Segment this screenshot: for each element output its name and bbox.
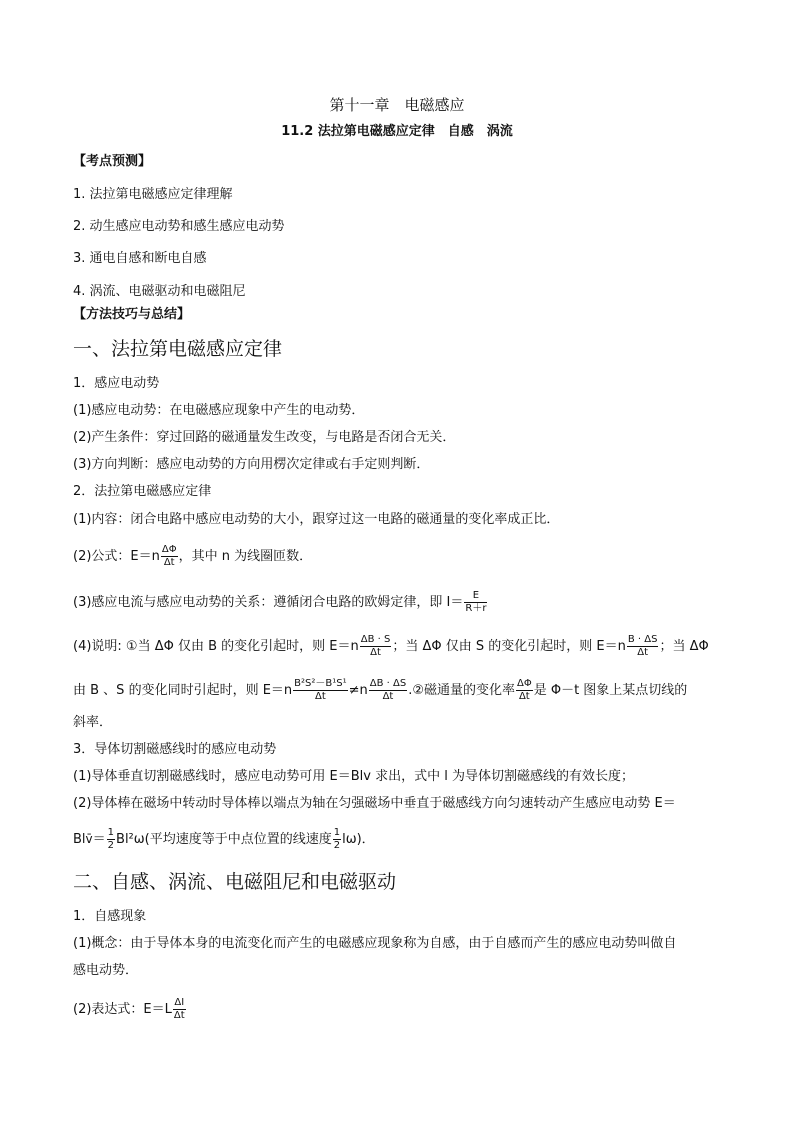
fraction-rate: $\frac{\Delta\Phi}{\Delta t}$ xyxy=(516,678,532,702)
p1-s1-item: (1)感应电动势：在电磁感应现象中产生的电动势． xyxy=(73,403,365,418)
fraction-dphi-dt: $\frac{\Delta\Phi}{\Delta t}$ xyxy=(161,544,177,568)
forecast-item: 1. 法拉第电磁感应定律理解 xyxy=(73,187,233,202)
p1-s2-item1: (1)内容：闭合电路中感应电动势的大小，跟穿过这一电路的磁通量的变化率成正比． xyxy=(73,512,560,527)
p1-s2-item4-line3: 斜率． xyxy=(73,715,113,730)
p1-s1-item: (3)方向判断：感应电动势的方向用楞次定律或右手定则判断． xyxy=(73,457,430,472)
fraction-db-s: $\frac{\Delta B \cdot S}{\Delta t}$ xyxy=(360,634,391,658)
fraction-e-over-r: $\frac{E}{R+r}$ xyxy=(465,590,487,614)
forecast-item: 2. 动生感应电动势和感生感应电动势 xyxy=(73,219,285,234)
p1-s2-item2: (2)公式：E＝n $\frac{\Delta\Phi}{\Delta t}$ ，其中 n 为线圈匝数． xyxy=(73,544,313,568)
p1-s3-title: 3．导体切割磁感线时的感应电动势 xyxy=(73,742,277,757)
p1-s1-item: (2)产生条件：穿过回路的磁通量发生改变，与电路是否闭合无关． xyxy=(73,430,456,445)
chapter-title: 第十一章 电磁感应 xyxy=(329,96,465,114)
fraction-b-ds: $\frac{B \cdot \Delta S}{\Delta t}$ xyxy=(627,634,658,658)
p1-s1-title: 1．感应电动势 xyxy=(73,376,160,391)
fraction-half: $\frac{1}{2}$ xyxy=(333,827,341,851)
p1-s3-item2-line2: Blv̄＝ $\frac{1}{2}$ Bl²ω(平均速度等于中点位置的线速度 $\frac{1}{2}$ lω)． xyxy=(73,827,375,851)
methods-heading: 【方法技巧与总结】 xyxy=(73,307,191,322)
fraction-b2s2: $\frac{\text{B²S²－B¹S¹}}{\Delta t}$ xyxy=(294,678,347,702)
p1-s2-item4-line1: (4)说明: ①当 ΔΦ 仅由 B 的变化引起时，则 E＝n $\frac{\Delta B \cdot S}{\Delta t}$ ；当 ΔΦ 仅由 S 的变化引起时，则 E＝n $\frac{B \cdot \Delta S}{\Delta t}$ ；当 ΔΦ xyxy=(73,634,709,658)
p1-s2-item4-line2: 由 B 、S 的变化同时引起时，则 E＝n $\frac{\text{B²S²－B¹S¹}}{\Delta t}$ ≠n $\frac{\Delta B \cdot \Delta S}{\Delta t}$ .②磁通量的变化率 $\frac{\Delta\Phi}{\Delta t}$ 是 Φ－t 图象上某点切线的 xyxy=(73,678,688,702)
section-title: 11.2 法拉第电磁感应定律 自感 涡流 xyxy=(281,124,513,139)
v-bar-symbol: v̄ xyxy=(85,832,93,846)
fraction-di-dt: $\frac{\Delta I}{\Delta t}$ xyxy=(173,997,185,1021)
forecast-heading: 【考点预测】 xyxy=(73,154,152,169)
fraction-half: $\frac{1}{2}$ xyxy=(107,827,115,851)
p1-s2-item3: (3)感应电流与感应电动势的关系：遵循闭合电路的欧姆定律，即 I＝ $\frac{E}{R+r}$ xyxy=(73,590,487,614)
p1-s2-title: 2．法拉第电磁感应定律 xyxy=(73,484,212,499)
p2-s1-title: 1．自感现象 xyxy=(73,909,147,924)
p1-s3-item2-line1: (2)导体棒在磁场中转动时导体棒以端点为轴在匀强磁场中垂直于磁感线方向匀速转动产生感应电动势 E＝ xyxy=(73,796,676,811)
forecast-item: 3. 通电自感和断电自感 xyxy=(73,251,207,266)
part1-heading: 一、法拉第电磁感应定律 xyxy=(73,338,283,360)
p1-s3-item1: (1)导体垂直切割磁感线时，感应电动势可用 E＝Blv 求出，式中 l 为导体切割磁感线的有效长度； xyxy=(73,769,634,784)
p2-s1-item1-line1: (1)概念：由于导体本身的电流变化而产生的电磁感应现象称为自感，由于自感而产生的感应电动势叫做自 xyxy=(73,936,677,951)
p2-s1-item2: (2)表达式：E＝L $\frac{\Delta I}{\Delta t}$ xyxy=(73,997,185,1021)
part2-heading: 二、自感、涡流、电磁阻尼和电磁驱动 xyxy=(73,871,397,893)
fraction-db-ds: $\frac{\Delta B \cdot \Delta S}{\Delta t}$ xyxy=(369,678,407,702)
p2-s1-item1-line2: 感电动势． xyxy=(73,963,139,978)
forecast-item: 4. 涡流、电磁驱动和电磁阻尼 xyxy=(73,284,246,299)
